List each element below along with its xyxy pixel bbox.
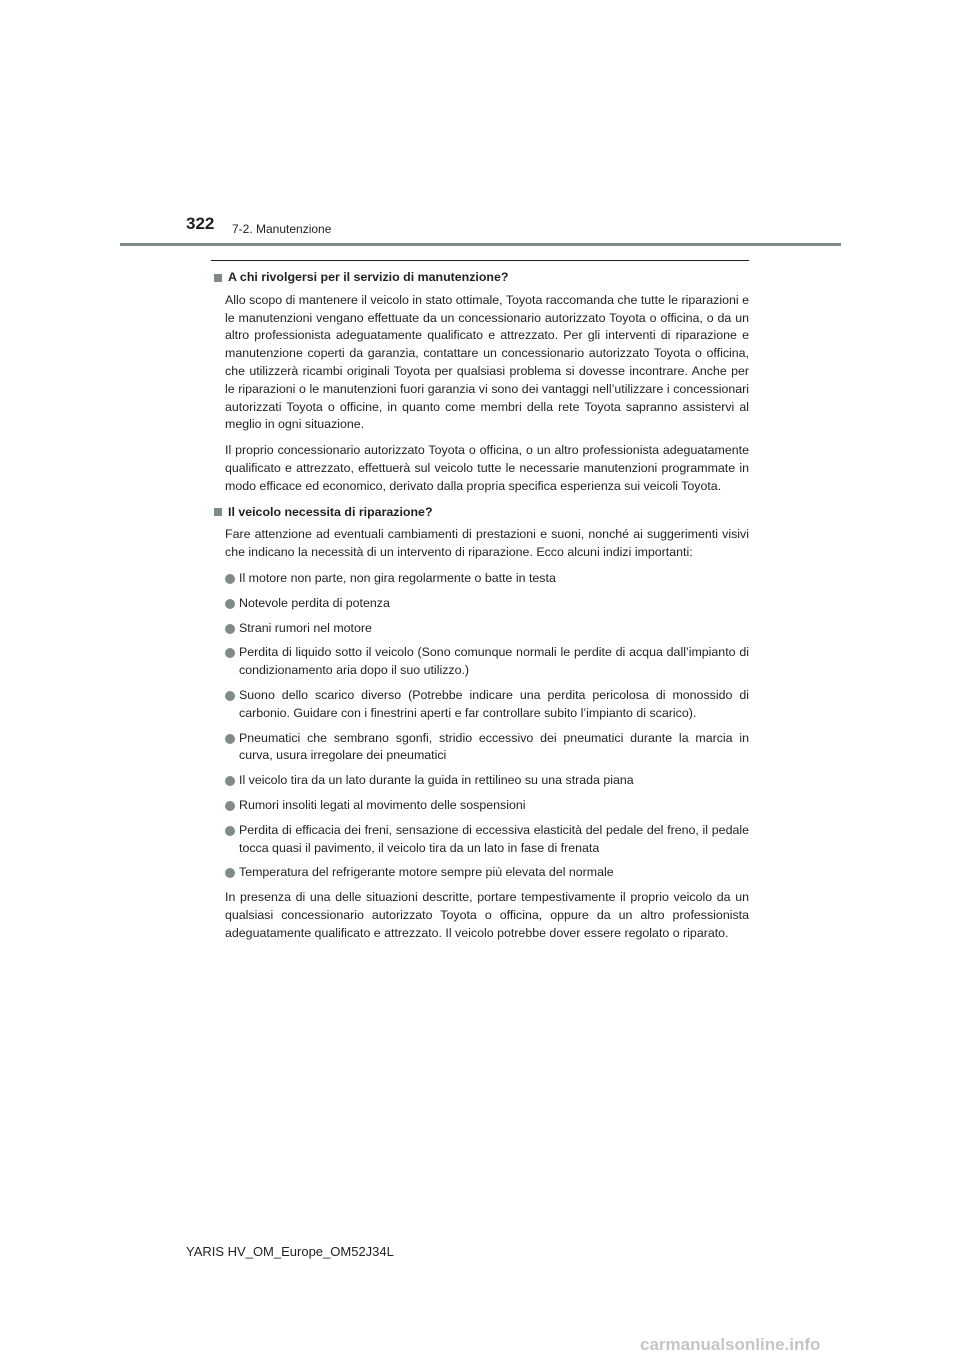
list-item-text: Pneumatici che sembrano sgonfi, stridio eccessivo dei pneumatici durante la marcia in curva, usura irregolare dei pneumatici <box>239 730 749 763</box>
document-code: YARIS HV_OM_Europe_OM52J34L <box>186 1244 394 1259</box>
circle-bullet-icon <box>225 868 235 878</box>
square-bullet-icon <box>214 274 222 282</box>
header-rule <box>120 243 841 246</box>
list-item <box>225 822 749 858</box>
watermark: carmanualsonline.info <box>640 1335 821 1354</box>
circle-bullet-icon <box>225 734 235 744</box>
circle-bullet-icon <box>225 826 235 836</box>
circle-bullet-icon <box>225 691 235 701</box>
circle-bullet-icon <box>225 574 235 584</box>
list-item <box>225 687 749 723</box>
circle-bullet-icon <box>225 624 235 634</box>
list-item-text: Perdita di liquido sotto il veicolo (Sono comunque normali le perdite di acqua dall’impianto di condizionamento aria dopo il suo utilizzo.) <box>239 645 749 678</box>
list-item-text: Suono dello scarico diverso (Potrebbe indicare una perdita pericolosa di monossido di carbonio. Guidare con i finestrini aperti e far controllare subito l’impianto di scarico). <box>239 687 749 720</box>
list-item <box>225 864 749 882</box>
section-title-text: Il veicolo necessita di riparazione? <box>228 504 433 519</box>
list-item <box>225 620 749 638</box>
list-item-text: Temperatura del refrigerante motore sempre più elevata del normale <box>239 865 614 880</box>
list-item <box>225 644 749 680</box>
section-title <box>211 504 749 522</box>
list-item-text: Notevole perdita di potenza <box>239 595 390 610</box>
list-item <box>225 570 749 588</box>
circle-bullet-icon <box>225 648 235 658</box>
list-item <box>225 797 749 815</box>
list-item-text: Il motore non parte, non gira regolarmente o batte in testa <box>239 570 556 585</box>
page-number: 322 <box>186 214 215 233</box>
square-bullet-icon <box>214 508 222 516</box>
circle-bullet-icon <box>225 801 235 811</box>
list-item <box>225 595 749 613</box>
list-item <box>225 772 749 790</box>
list-item-text: Rumori insoliti legati al movimento delle sospensioni <box>239 797 526 812</box>
list-item-text: Strani rumori nel motore <box>239 620 372 635</box>
section-title-text: A chi rivolgersi per il servizio di manutenzione? <box>228 270 509 284</box>
paragraph: In presenza di una delle situazioni descritte, portare tempestivamente il proprio veicolo da un qualsiasi concessionario autorizzato Toyota o officina, oppure da un altro professionista adeguatamente qualificato e attrezzato. Il veicolo potrebbe dover essere regolato o riparato. <box>225 890 749 940</box>
section-title <box>211 269 749 287</box>
list-item-text: Perdita di efficacia dei freni, sensazione di eccessiva elasticità del pedale del freno, il pedale tocca quasi il pavimento, il veicolo tira da un lato in fase di frenata <box>239 822 749 855</box>
paragraph: Il proprio concessionario autorizzato Toyota o officina, o un altro professionista adeguatamente qualificato e attrezzato, effettuerà sul veicolo tutte le necessarie manutenzioni programmate in modo efficace ed economico, derivato dalla propria specifica esperienza sui veicoli Toyota. <box>225 443 749 493</box>
list-item <box>225 730 749 766</box>
circle-bullet-icon <box>225 599 235 609</box>
circle-bullet-icon <box>225 776 235 786</box>
paragraph: Allo scopo di mantenere il veicolo in stato ottimale, Toyota raccomanda che tutte le riparazioni e le manutenzioni vengano effettuate da un concessionario autorizzato Toyota o officina, o da un altro professionista adeguatamente qualificato e attrezzato. Per gli interventi di riparazione e manutenzione coperti da garanzia, contattare un concessionario autorizzato Toyota o officina, che utilizzerà ricambi originali Toyota per qualsiasi problema si dovesse incontrare. Anche per le riparazioni o le manutenzioni fuori garanzia vi sono dei vantaggi nell’utilizzare i concessionari autorizzati Toyota o officine, in quanto come membri della rete Toyota sapranno assistervi al meglio in ogni situazione. <box>225 292 749 432</box>
content-area <box>211 260 749 951</box>
paragraph: Fare attenzione ad eventuali cambiamenti di prestazioni e suoni, nonché ai suggerimenti visivi che indicano la necessità di un intervento di riparazione. Ecco alcuni indizi importanti: <box>225 527 749 560</box>
section-label: 7-2. Manutenzione <box>232 222 332 236</box>
list-item-text: Il veicolo tira da un lato durante la guida in rettilineo su una strada piana <box>239 773 634 788</box>
